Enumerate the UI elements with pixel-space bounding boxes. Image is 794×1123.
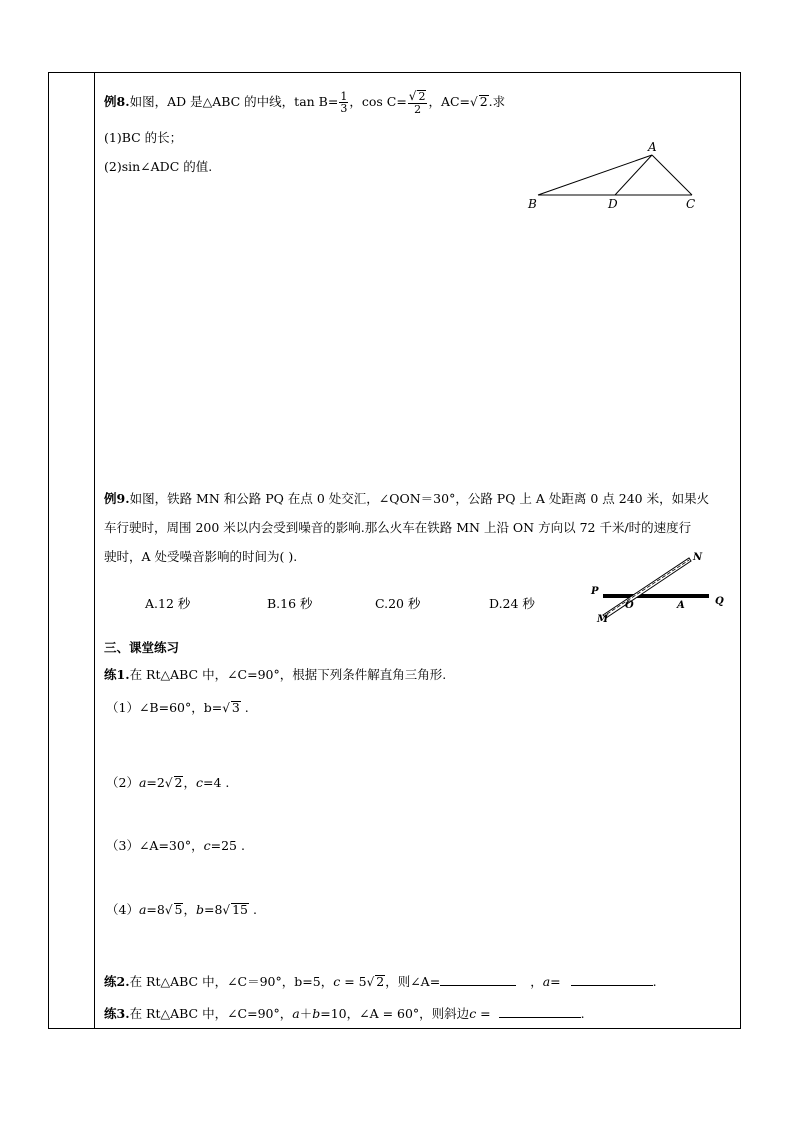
option-b: B.16 秒 bbox=[267, 596, 313, 611]
tanB-fraction: $\frac{1}{3}$ bbox=[340, 89, 348, 116]
cosC-fraction: $\frac{√ 2}{2}$ bbox=[408, 89, 426, 116]
practice-1-item-2: （2）a=2√ 2，c=4 . bbox=[106, 775, 230, 790]
example-9-label: 例9. bbox=[104, 491, 130, 506]
section-title: 三、课堂练习 bbox=[104, 640, 180, 655]
option-c: C.20 秒 bbox=[375, 596, 421, 611]
example-9-line-2: 车行驶时，周围 200 米以内会受到噪音的影响.那么火车在铁路 MN 上沿 ON 方向以 72 千米/时的速度行 bbox=[104, 520, 692, 535]
example-9-line-1: 例9.如图，铁路 MN 和公路 PQ 在点 0 处交汇，∠QON＝30°，公路 PQ 上 A 处距离 0 点 240 米，如果火 bbox=[104, 491, 710, 506]
answer-blank-hypotenuse[interactable] bbox=[499, 1006, 581, 1018]
segment-AC bbox=[652, 155, 692, 195]
answer-blank-angle-a[interactable] bbox=[440, 974, 516, 986]
label-B: B bbox=[528, 197, 537, 211]
option-d: D.24 秒 bbox=[489, 596, 535, 611]
example-8-text: 如图，AD 是△ABC 的中线，tan B= bbox=[129, 94, 339, 110]
example-8-label: 例8. bbox=[104, 94, 130, 110]
practice-3-statement: 练3.在 Rt△ABC 中，∠C=90°，a＋b=10，∠A = 60°，则斜边c = . bbox=[104, 1006, 585, 1021]
answer-blank-side-a[interactable] bbox=[571, 974, 653, 986]
example-8-question-2: (2)sin∠ADC 的值. bbox=[104, 159, 213, 174]
example-8-question-1: (1)BC 的长； bbox=[104, 130, 183, 145]
practice-1-item-3: （3）∠A=30°，c=25 . bbox=[106, 838, 245, 853]
practice-2-label: 练2. bbox=[104, 974, 130, 989]
segment-AB bbox=[538, 155, 652, 195]
practice-2-statement: 练2.在 Rt△ABC 中，∠C＝90°，b=5，c = 5√ 2，则∠A= ，a= . bbox=[104, 974, 657, 989]
practice-1-item-1: （1）∠B=60°，b=√ 3 . bbox=[106, 700, 249, 715]
label-Q: Q bbox=[715, 596, 724, 607]
practice-3-label: 练3. bbox=[104, 1006, 130, 1021]
label-A: A bbox=[648, 140, 657, 154]
practice-1-item-4: （4）a=8√ 5，b=8√ 15 . bbox=[106, 902, 257, 917]
option-a: A.12 秒 bbox=[145, 596, 191, 611]
label-A: A bbox=[677, 600, 685, 611]
label-N: N bbox=[693, 552, 703, 563]
label-O: O bbox=[625, 600, 634, 611]
column-divider bbox=[94, 72, 95, 1029]
example-9-line-3: 驶时，A 处受噪音影响的时间为( ). bbox=[104, 549, 298, 564]
label-P: P bbox=[591, 586, 599, 597]
railway-road-figure bbox=[585, 548, 735, 626]
label-C: C bbox=[686, 197, 696, 211]
triangle-figure bbox=[520, 138, 710, 214]
example-8-statement: 例8.如图，AD 是△ABC 的中线，tan B= $\frac{1}{3}$ ，cos C= $\frac{√ 2}{2}$ ，AC=√ 2.求 bbox=[104, 89, 506, 116]
practice-1-label: 练1. bbox=[104, 667, 130, 682]
practice-1-statement: 练1.在 Rt△ABC 中，∠C=90°，根据下列条件解直角三角形. bbox=[104, 667, 447, 682]
label-M: M bbox=[597, 614, 609, 625]
label-D: D bbox=[608, 197, 618, 211]
